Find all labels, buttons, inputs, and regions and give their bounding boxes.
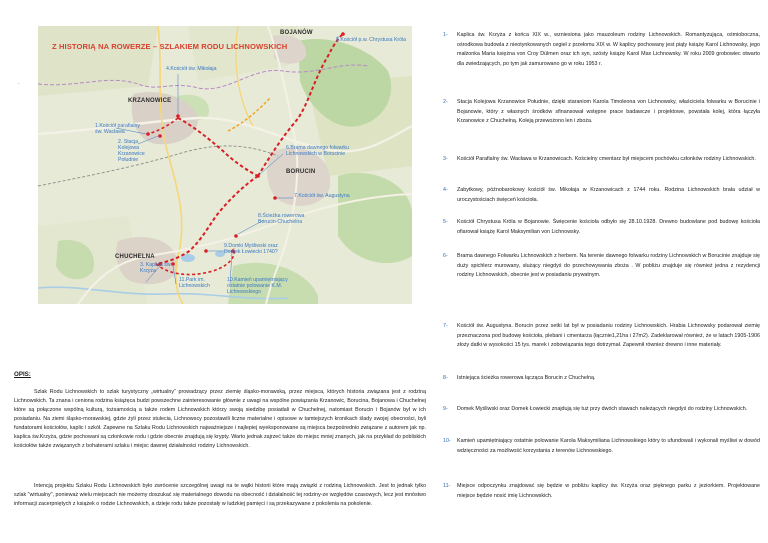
item-number: 3- <box>443 156 448 162</box>
description-paragraph-2: Intencją projektu Szlaku Rodu Lichnowskich było zwrócenie szczególnej uwagi na te wątki historii które mają związki z rodziną Lichnowskich. Jest to jednak tylko szlak "wirtualny", ponieważ wielu miejscach nie możemy doszukać się materialnego dowodu na obecność i działalność tej rodziny-ze względów czasowych, lecz jest mnóstwo informacji zacerpniętych z książek o rodzie Lichnowskich, a dzieje rodu także pozostały w ludzkiej pamięci i są przekazywane z pokolenia na pokolenie. <box>14 483 426 507</box>
map-label-6: 6.Brama dawnego folwarku Lichnowskich w Borucinie <box>286 145 349 157</box>
item-number: 8- <box>443 375 448 381</box>
item-number: 5- <box>443 219 448 225</box>
item-text: Stacja Kolejowa Krzanowice Południe, dzięki staraniom Karola Timoleona von Lichnowsky, właściciela folwarku w Borucinie i Bojanowie, który z własnych środków sfinansował wstępne prace badawcze i projektowe, powstała kolej, która łączyła Krzanowice z Chuchelną. Koleją przewożono len i zboża. <box>457 99 760 125</box>
item-number: 2- <box>443 99 448 105</box>
trail-map <box>38 26 412 304</box>
item-number: 7- <box>443 323 448 329</box>
map-label-11: 11.Park im. Lichnowskich <box>179 277 210 289</box>
item-text: Brama dawnego Folwarku Lichnowskich z herbem. Na terenie dawnego folwarku rodziny Lichnowskich w Borucinie znajduje się duży spichlerz murowany, służący niegdyś do przechowywania zboża . W pobliżu znajduje się również jedna z rezydencji rodziny Lichnowskich, obecnie jest w posiadaniu prywatnym. <box>457 253 760 279</box>
description-heading: OPIS: <box>14 371 31 378</box>
item-number: 4- <box>443 187 448 193</box>
map-label-1: 1.Kościół parafialny św. Wacława <box>95 123 140 135</box>
map-label-10: 10.Kamień upamiętniający ostatnie polowanie K.M. Lichnowskiego <box>227 277 288 295</box>
map-label-9: 9.Domki Myśliwski oraz Domek Łowiecki 1740? <box>224 243 278 255</box>
item-number: 1- <box>443 32 448 38</box>
map-label-3: 3. Kaplica św. Krzyża <box>140 262 172 274</box>
town-borucin: BORUCIN <box>286 169 316 175</box>
item-number: 6- <box>443 253 448 259</box>
item-text: Domek Myśliwski oraz Domek Łowiecki znajdują się tuż przy dwóch stawach należących niegdyś do rodziny Lichnowskich. <box>457 406 748 412</box>
stray-dot: . <box>18 80 20 86</box>
description-paragraph-1: Szlak Rodu Lichnowskich to szlak turystyczny „wirtualny” prowadzący przez ziemię śląsko-morawską, przez miejsca, których historia związana jest z rodziną Lichnowskich. Ta znana i ceniona rodzina książęca budzi powszechne zainteresowanie głównie z uwagi na wspólne powiązania Krzanowic, Borucina, Bojanowa i Chuchelnej które są połączone wspólną kulturą, tożsamością a także rodem Lichnowskich którzy swoją siedzibę posiadali w Chuchelnej, natomiast Borucin i Bojanów był w ich posiadaniu. Na ziemi śląsko-morawskiej, gdzie żyli przez stulecia, Lichnowscy pozostawili liczne materialne i opisowe w tamtejszych kronikach ślady swojej obecności, byli fundatorami kościołów, kaplic i szkół. Zapewne na Szlaku Rodu Lichnowskich najważniejsze i najlepiej wyeksponowane są miejsca bezpośrednio związane z autorem jak np. kaplica św.Krzyża, gdzie pochowani są członkowie rodu i gdzie obecnie znajdują się krypty. Warto jednak zajrzeć także do miejsc mniej znanych, jak na przykład do pobliskich kościołów także związanych z bohaterami szlaku i miejsc dawnej działalności rodziny Lichnowskich. <box>14 389 426 449</box>
map-label-2: 2. Stacja Kolejowa Krzanowice Południe <box>118 139 145 163</box>
item-text: Istniejąca ścieżka rowerowa łącząca Borucin z Chuchelną. <box>457 375 596 381</box>
map-label-8: 8.Ścieżka rowerowa Borucin-Chuchelna <box>258 213 305 225</box>
item-number: 11- <box>443 483 451 489</box>
map-label-4: 4.Kościół św. Mikołaja <box>166 66 217 72</box>
item-text: Miejsce odpoczynku znajdować się będzie w pobliżu kaplicy św. Krzyża oraz pięknego parku z jeziorkiem. Projektowane miejsce będzie nosić imię Lichnowskich. <box>457 483 760 499</box>
item-text: Zabytkowy, późnobarokowy kościół św. Mikołaja w Krzanowicach z 1744 roku. Rodzina Lichnowskich brała udział w uroczystościach święceń kościoła. <box>457 187 760 203</box>
item-number: 9- <box>443 406 448 412</box>
map-label-7: 7.Kościół św. Augustyna <box>294 193 350 199</box>
item-number: 10- <box>443 438 451 444</box>
item-text: Kościół Chrystusa Króla w Bojanowie. Święcenie kościoła odbyło się 28.10.1928. Drewno budowlane pod budowę kościoła ofiarował książę Karol Maksymilian von Lichnowsky. <box>457 219 760 235</box>
town-chuchelna: CHUCHELNA <box>115 254 155 260</box>
town-bojanow: BOJANÓW <box>280 30 313 36</box>
item-text: Kościół Parafialny św. Wacława w Krzanowicach. Kościelny cmentarz był miejscem pochówku członków rodziny Lichnowskich. <box>457 156 756 162</box>
map-title: Z HISTORIĄ NA ROWERZE – SZLAKIEM RODU LICHNOWSKICH <box>52 42 288 51</box>
map-label-5: 5.Kościół p.w. Chrystusa Króla <box>336 37 407 43</box>
item-text: Kamień upamiętniający ostatnie polowanie Karola Maksymiliana Lichnowskiego który to ufundowali i wykonali myśliwi w dowód wdzięczności za możliwość korzystania z terenów Lichnowskiego. <box>457 438 760 454</box>
item-text: Kościół św. Augustyna. Borucin przez setki lat był w posiadaniu rodziny Lichnowskich. Hrabia Lichnowsky podarował ziemię przeznaczona pod budowę kościoła, plebani i cmentarza (łącznie1,21ha i 27m2). Zadeklarował również, że w latach 1905-1906 złoży datki w wysokości 15 tys. marek i zobowiązania tego dotrzymał. Zapewnił również drewno i inne materiały. <box>457 323 760 349</box>
town-krzanowice: KRZANOWICE <box>128 98 172 104</box>
item-text: Kaplica św. Krzyża z końca XIX w., wzniesiona jako mauzoleum rodziny Lichnowskich. Romantyzująca, ośmioboczna, ośrodkowa budowla z nieotynkowanych cegieł z przełomu XIX w. W kaplicy pochowany jest piąty książę Karol Lichnowsky, jego małżonka Maria księżna von Croy Dülmen oraz ich syn, szósty książę Karol Max Lichnowsky. W roku 2009 grobowiec otwarto dla zwiedzających, po tym jak zamurowano go w roku 1953 r. <box>457 32 760 68</box>
